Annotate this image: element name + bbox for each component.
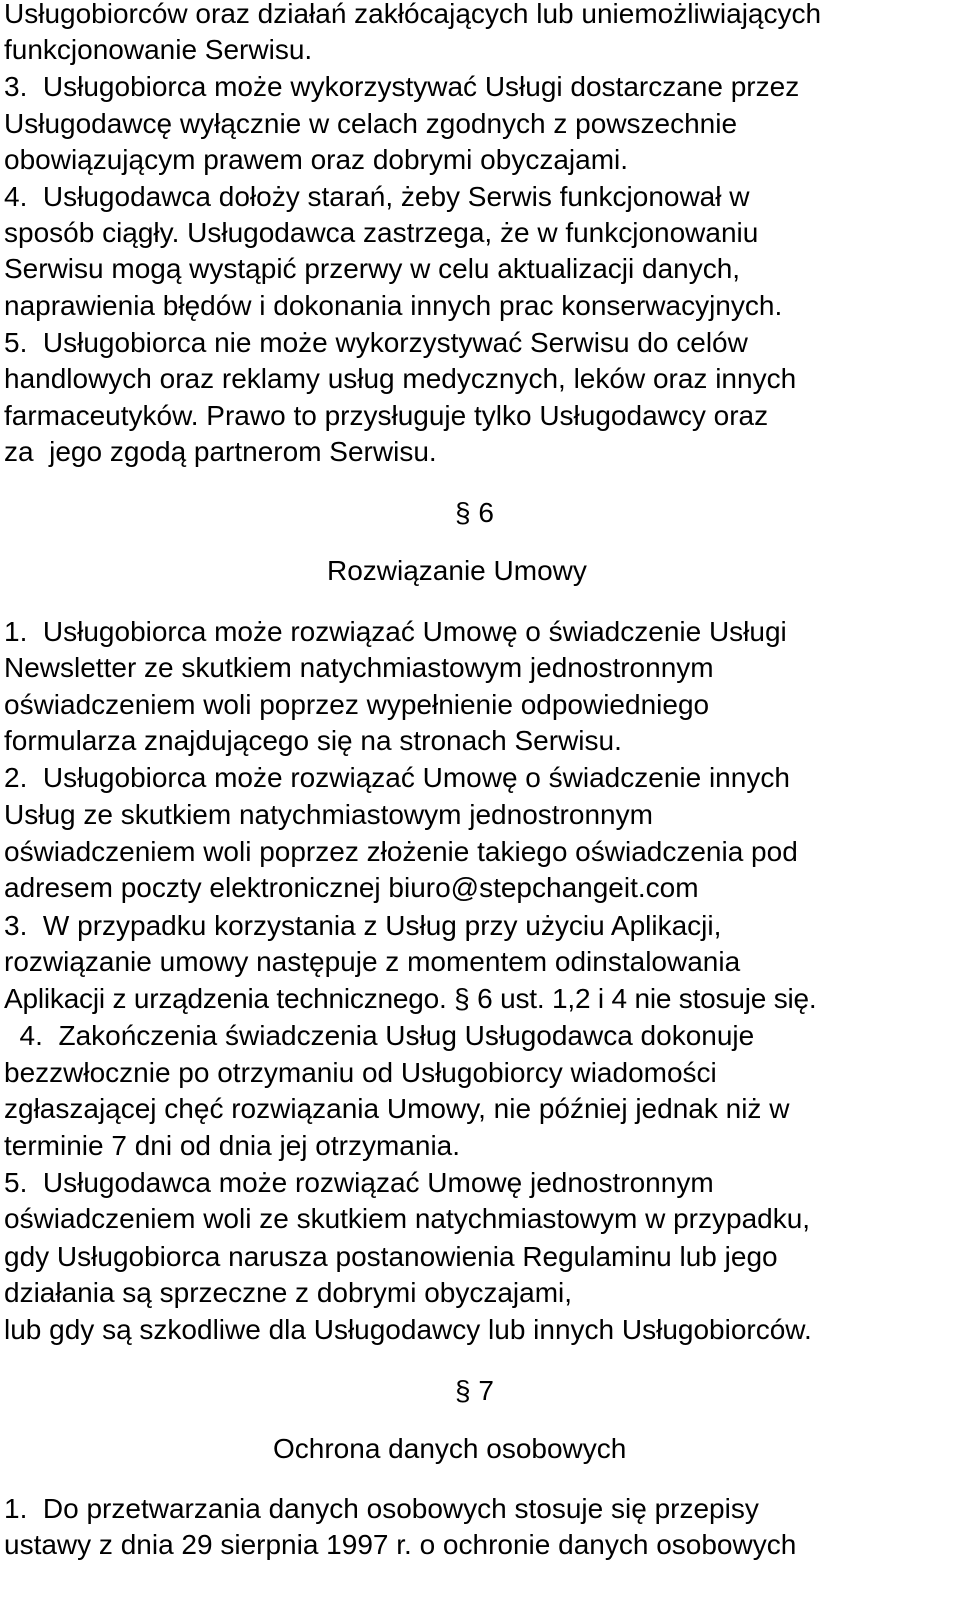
text-line: Usług ze skutkiem natychmiastowym jednostronnym <box>4 799 653 830</box>
text-line: 3. Usługobiorca może wykorzystywać Usługi dostarczane przez <box>4 71 800 102</box>
text-line: funkcjonowanie Serwisu. <box>4 34 313 65</box>
text-line: farmaceutyków. Prawo to przysługuje tylko Usługodawcy oraz <box>4 400 769 431</box>
text-line: 3. W przypadku korzystania z Usług przy użyciu Aplikacji, <box>4 910 722 941</box>
text-line: 4. Usługodawca dołoży starań, żeby Serwis funkcjonował w <box>4 181 750 212</box>
text-line: ustawy z dnia 29 sierpnia 1997 r. o ochronie danych osobowych <box>4 1529 797 1560</box>
text-line: za jego zgodą partnerom Serwisu. <box>4 436 437 467</box>
text-line: Usługodawcę wyłącznie w celach zgodnych z powszechnie <box>4 108 738 139</box>
text-line: sposób ciągły. Usługodawca zastrzega, że w funkcjonowaniu <box>4 217 759 248</box>
text-line: gdy Usługobiorca narusza postanowienia Regulaminu lub jego <box>4 1241 778 1272</box>
section-7-number: § 7 <box>455 1375 494 1406</box>
text-line: zgłaszającej chęć rozwiązania Umowy, nie później jednak niż w <box>4 1093 790 1124</box>
text-line: handlowych oraz reklamy usług medycznych, leków oraz innych <box>4 363 797 394</box>
text-line: oświadczeniem woli poprzez złożenie takiego oświadczenia pod <box>4 836 798 867</box>
text-line: działania są sprzeczne z dobrymi obyczajami, <box>4 1277 573 1308</box>
text-line: oświadczeniem woli ze skutkiem natychmiastowym w przypadku, <box>4 1203 811 1234</box>
section-7-title: Ochrona danych osobowych <box>273 1433 627 1464</box>
text-line: formularza znajdującego się na stronach Serwisu. <box>4 725 622 756</box>
text-line: 5. Usługodawca może rozwiązać Umowę jednostronnym <box>4 1167 714 1198</box>
text-line: obowiązującym prawem oraz dobrymi obyczajami. <box>4 144 629 175</box>
text-line: 1. Usługobiorca może rozwiązać Umowę o świadczenie Usługi <box>4 616 787 647</box>
text-line: Aplikacji z urządzenia technicznego. § 6 ust. 1,2 i 4 nie stosuje się. <box>4 983 817 1014</box>
text-line: 1. Do przetwarzania danych osobowych stosuje się przepisy <box>4 1493 759 1524</box>
text-line: terminie 7 dni od dnia jej otrzymania. <box>4 1130 461 1161</box>
text-line: 5. Usługobiorca nie może wykorzystywać Serwisu do celów <box>4 327 748 358</box>
text-line: 2. Usługobiorca może rozwiązać Umowę o świadczenie innych <box>4 762 790 793</box>
text-line: Newsletter ze skutkiem natychmiastowym jednostronnym <box>4 652 714 683</box>
text-line: bezzwłocznie po otrzymaniu od Usługobiorcy wiadomości <box>4 1057 717 1088</box>
text-line: rozwiązanie umowy następuje z momentem odinstalowania <box>4 946 741 977</box>
section-6-title: Rozwiązanie Umowy <box>327 555 587 586</box>
text-line: 4. Zakończenia świadczenia Usług Usługodawca dokonuje <box>4 1020 755 1051</box>
text-line: adresem poczty elektronicznej biuro@stepchangeit.com <box>4 872 699 903</box>
text-line: oświadczeniem woli poprzez wypełnienie odpowiedniego <box>4 689 710 720</box>
text-line: Serwisu mogą wystąpić przerwy w celu aktualizacji danych, <box>4 253 741 284</box>
text-line: naprawienia błędów i dokonania innych prac konserwacyjnych. <box>4 290 783 321</box>
section-6-number: § 6 <box>455 497 494 528</box>
text-line: Usługobiorców oraz działań zakłócających lub uniemożliwiających <box>4 0 822 29</box>
text-line: lub gdy są szkodliwe dla Usługodawcy lub innych Usługobiorców. <box>4 1314 812 1345</box>
